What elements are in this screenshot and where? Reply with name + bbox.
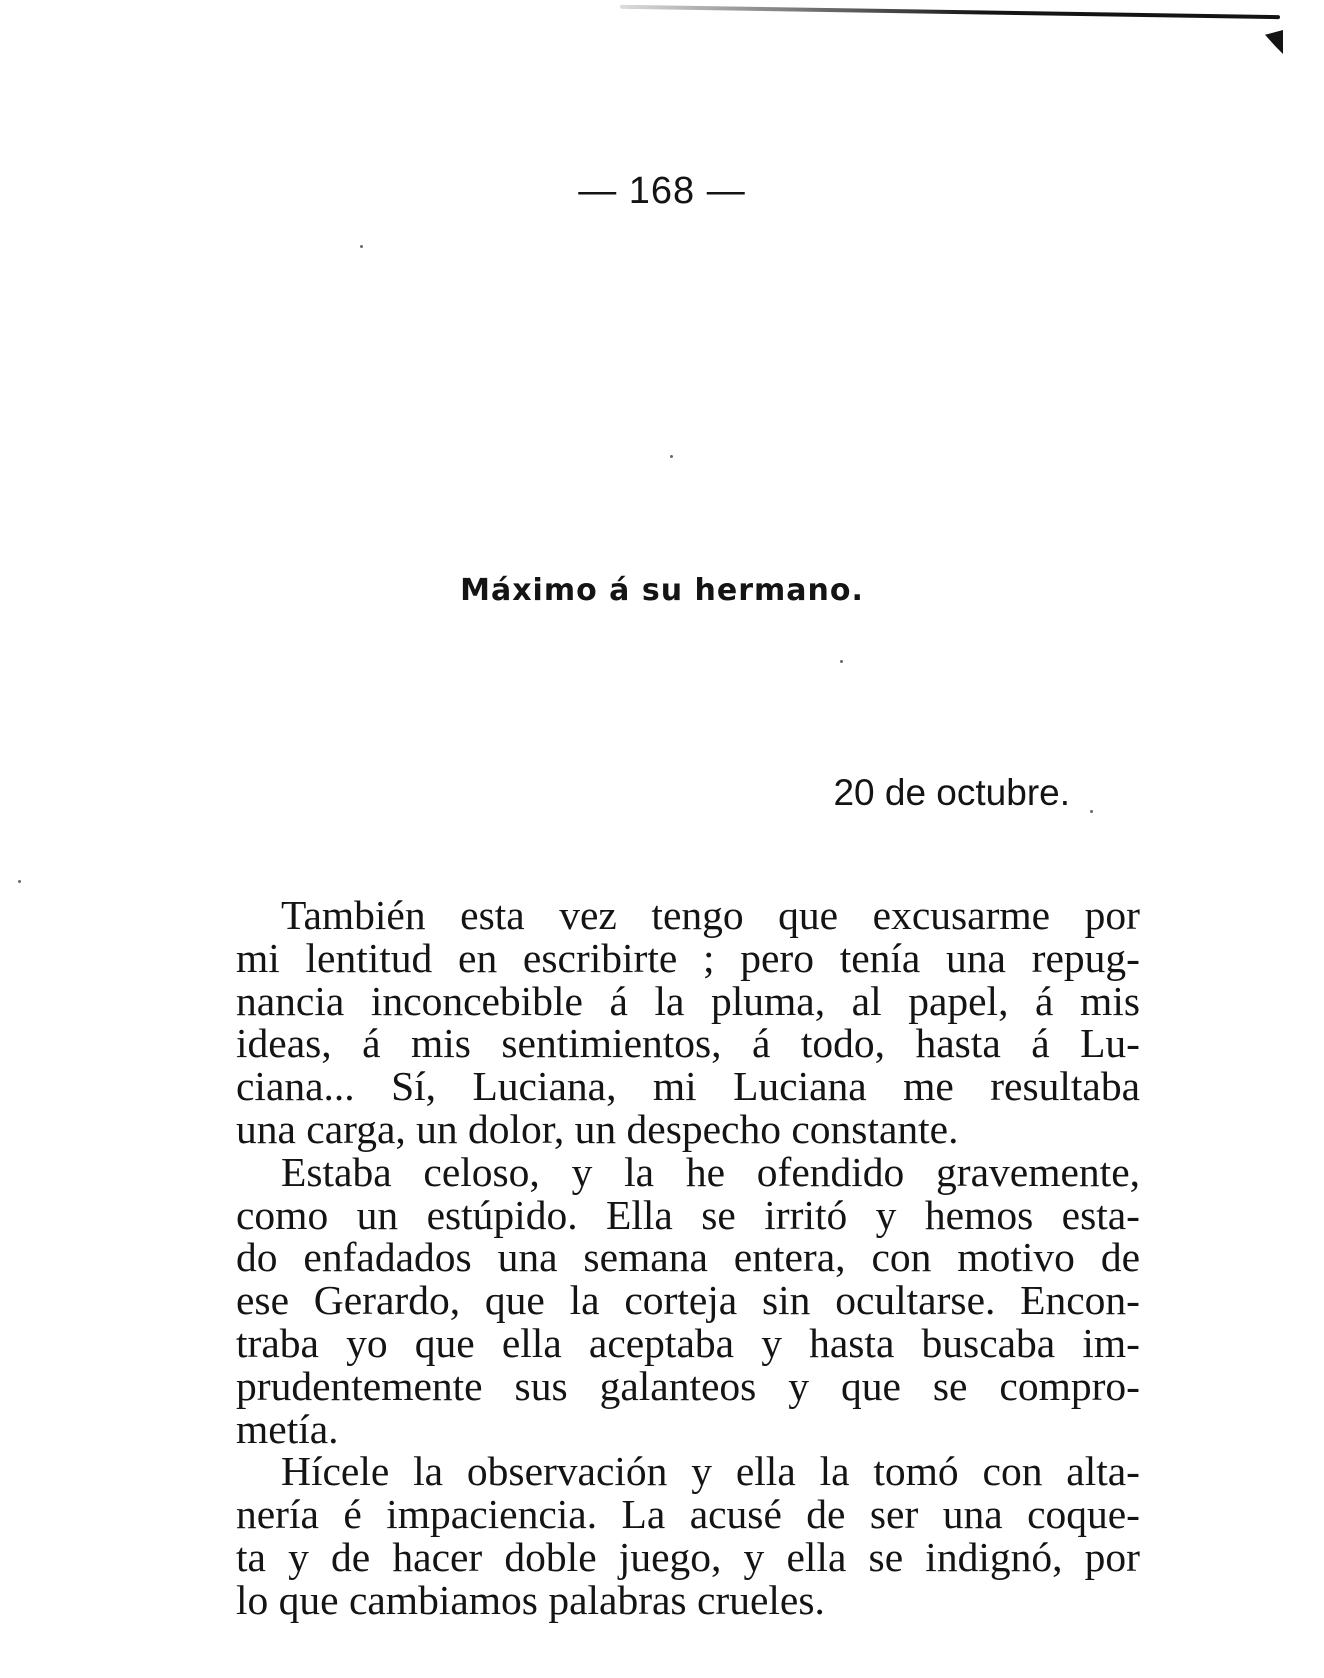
body-line: do enfadados una semana entera, con motivo de (236, 1234, 1140, 1281)
page-edge-mark (1265, 30, 1283, 54)
body-line: como un estúpido. Ella se irritó y hemos esta- (236, 1191, 1140, 1238)
scan-speck (1090, 810, 1093, 813)
scan-speck (18, 880, 21, 883)
body-line: lo que cambiamos palabras crueles. (236, 1576, 825, 1623)
scan-speck (840, 660, 843, 663)
letter-heading: Máximo á su hermano. (460, 573, 864, 608)
body-line: ciana... Sí, Luciana, mi Luciana me resultaba (236, 1063, 1140, 1110)
page-number: — 168 — (578, 170, 746, 212)
letter-date: 20 de octubre. (833, 772, 1070, 813)
body-line: metía. (236, 1405, 339, 1452)
body-line: prudentemente sus galanteos y que se compro- (236, 1362, 1140, 1409)
body-line: una carga, un dolor, un despecho constante. (236, 1105, 959, 1152)
letter-body (236, 894, 1140, 1622)
body-line: mi lentitud en escribirte ; pero tenía una repug- (236, 934, 1140, 981)
body-line: ta y de hacer doble juego, y ella se indignó, por (236, 1533, 1140, 1580)
body-line: traba yo que ella aceptaba y hasta buscaba im- (236, 1319, 1140, 1366)
body-line: Estaba celoso, y la he ofendido gravemente, (281, 1148, 1140, 1195)
body-line: ideas, á mis sentimientos, á todo, hasta á Lu- (236, 1020, 1140, 1067)
body-line: ese Gerardo, que la corteja sin ocultarse. Encon- (236, 1277, 1140, 1324)
body-line: nancia inconcebible á la pluma, al papel, á mis (236, 977, 1140, 1024)
body-line: Hícele la observación y ella la tomó con alta- (281, 1448, 1140, 1495)
body-line: nería é impaciencia. La acusé de ser una coque- (236, 1491, 1140, 1538)
scan-speck (670, 455, 673, 458)
scan-speck (360, 245, 363, 248)
page-edge-rule (620, 5, 1280, 19)
body-line: También esta vez tengo que excusarme por (281, 892, 1140, 938)
